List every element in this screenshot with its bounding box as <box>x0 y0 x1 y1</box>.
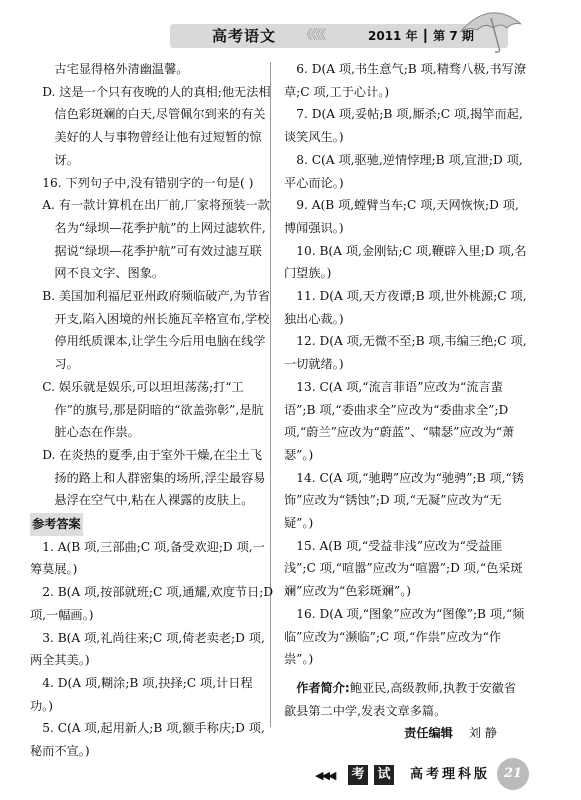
editor-credit <box>284 722 527 745</box>
chevron-decoration: 《《《《 <box>300 28 325 43</box>
option-a: A. 有一款计算机在出厂前,厂家将预装一款名为“绿坝—花季护航”的上网过滤软件,据说“绿坝—花季护航”可有效过滤互联网不良文字、图象。 <box>42 198 270 281</box>
answer-2: 2. B(A 项,按部就班;C 项,通耀,欢度节日;D 项,一幅画。) <box>30 585 274 622</box>
answer-5: 5. C(A 项,起用新人;B 项,额手称庆;D 项,秘而不宣。) <box>30 721 265 759</box>
option-d-prev: D. 这是一个只有夜晚的人的真相;他无法相信色彩斑斓的白天,尽管佩尔到来的有关美好的人与事物曾经让他有过短暂的惊讶。 <box>42 84 271 167</box>
answer-4: 4. D(A 项,糊涂;B 项,抉择;C 项,计日程功。) <box>30 675 253 713</box>
author-label: 作者简介: <box>296 680 350 695</box>
issue-label: 2011 年 ┃ 第 7 期 <box>368 29 474 43</box>
option-d: D. 在炎热的夏季,由于室外干燥,在尘土飞扬的路上和人群密集的场所,浮尘最容易悬浮在空气中,粘在人裸露的皮肤上。 <box>42 447 266 508</box>
answer-14: 14. C(A 项,“驰聘”应改为“驰骋”;B 项,“锈饰”应改为“锈蚀”;D 项,“无凝”应改为“无疑”。) <box>284 470 524 531</box>
magazine-title: 高考语文 <box>212 27 277 45</box>
answer-6: 6. D(A 项,书生意气;B 项,精骛八极,书写潦草;C 项,工于心计。) <box>284 62 526 99</box>
page-number: 21 <box>497 758 529 790</box>
option-c: C. 娱乐就是娱乐,可以坦坦荡荡;打“工作”的旗号,那是阴暗的“欲盖弥彰”,是肮脏心态在作祟。 <box>42 379 264 440</box>
left-column <box>30 58 274 763</box>
answer-13: 13. C(A 项,“流言菲语”应改为“流言蜚语”;B 项,“委曲求全”应改为“委曲求全”;D 项,“蔚兰”应改为“蔚蓝”、“啸瑟”应改为“萧瑟”。) <box>284 379 515 462</box>
answer-15: 15. A(B 项,“受益非浅”应改为“受益匪浅”;C 项,“喧嚣”应改为“喧嚣”;D 项,“色采斑斓”应改为“色彩斑斓”。) <box>284 538 523 599</box>
question-16: 16. 下列句子中,没有错别字的一句是( ) <box>42 175 254 190</box>
right-column <box>284 58 527 745</box>
answer-10: 10. B(A 项,金刚钻;C 项,鞭辟入里;D 项,名门望族。) <box>284 243 527 281</box>
text-line: 古宅显得格外清幽温馨。 <box>54 62 189 76</box>
answer-9: 9. A(B 项,螳臂当车;C 项,天网恢恢;D 项,博闻强识。) <box>284 198 519 235</box>
footer-box-kao: 考 <box>348 765 368 785</box>
answer-3: 3. B(A 项,礼尚往来;C 项,倚老卖老;D 项,两全其美。) <box>30 630 265 668</box>
option-b: B. 美国加利福尼亚州政府频临破产,为节省开支,陷入困境的州长施瓦辛格宣布,学校停用纸质课本,让学生今后用电脑在线学习。 <box>42 289 270 372</box>
editor-name: 刘 静 <box>468 726 497 741</box>
answer-1: 1. A(B 项,三部曲;C 项,备受欢迎;D 项,一筹莫展。) <box>30 539 265 577</box>
footer-box-shi: 试 <box>374 765 394 785</box>
page-header <box>0 0 581 58</box>
answer-7: 7. D(A 项,妥帖;B 项,厮杀;C 项,揭竿而起,谈笑风生。) <box>284 107 523 145</box>
edition-label: 高考理科版 <box>410 767 491 782</box>
answer-8: 8. C(A 项,驱驰,逆情悖理;B 项,宣泄;D 项,平心而论。) <box>284 152 523 190</box>
author-bio <box>284 677 527 722</box>
arrow-left-icon: ◀◀◀ <box>315 769 335 782</box>
answer-11: 11. D(A 项,天方夜谭;B 项,世外桃源;C 项,独出心裁。) <box>284 289 527 326</box>
umbrella-icon <box>455 2 525 54</box>
editor-label: 责任编辑 <box>404 726 453 741</box>
answer-12: 12. D(A 项,无微不至;B 项,韦编三绝;C 项,一切就绪。) <box>284 334 527 372</box>
author-text: 鲍亚民,高级教师,执教于安徽省歙县第二中学,发表文章多篇。 <box>284 680 516 718</box>
page-footer <box>0 755 581 800</box>
answer-16: 16. D(A 项,“图象”应改为“图像”;B 项,“频临”应改为“濒临”;C 项,“作祟”应改为“作祟”。) <box>284 606 525 667</box>
answers-heading: 参考答案 <box>30 513 83 536</box>
